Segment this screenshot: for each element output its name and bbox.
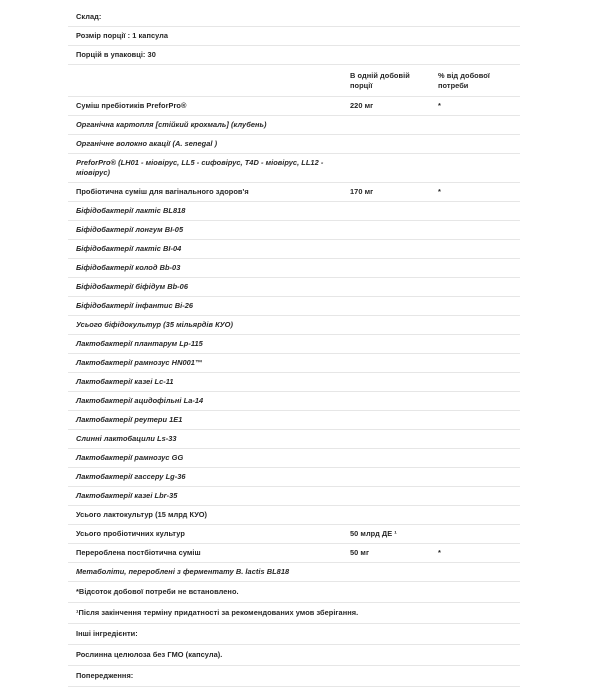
ingredient-daily-value	[432, 135, 520, 154]
ingredient-daily-value	[432, 221, 520, 240]
ingredient-name: Лактобактерії рамнозус HN001™	[76, 358, 203, 367]
table-row-footnote	[68, 582, 520, 603]
other-ingredients-label: Інші інгредієнти:	[76, 629, 138, 638]
ingredient-amount	[344, 373, 432, 392]
table-row	[68, 563, 520, 582]
table-row	[68, 335, 520, 354]
ingredient-daily-value	[432, 392, 520, 411]
table-row	[68, 183, 520, 202]
table-row	[68, 430, 520, 449]
ingredient-amount	[344, 449, 432, 468]
ingredient-name: Біфідобактерії лактіс BI-04	[76, 244, 182, 253]
ingredient-name: Лактобактерії гассеру Lg-36	[76, 472, 186, 481]
table-row	[68, 97, 520, 116]
ingredient-name: Органічне волокно акації (A. senegal )	[76, 139, 218, 148]
ingredient-amount	[344, 221, 432, 240]
ingredient-daily-value	[432, 240, 520, 259]
ingredient-name: Лактобактерії ацидофільні La-14	[76, 396, 204, 405]
ingredient-amount	[344, 335, 432, 354]
table-row	[68, 202, 520, 221]
ingredient-amount	[344, 506, 432, 525]
table-row	[68, 373, 520, 392]
ingredient-name: Лактобактерії плантарум Lp-115	[76, 339, 203, 348]
ingredient-name: Біфідобактерії лактіс BL818	[76, 206, 186, 215]
table-row	[68, 449, 520, 468]
ingredient-amount	[344, 116, 432, 135]
ingredient-amount: 50 мг	[350, 548, 370, 557]
ingredient-daily-value	[432, 354, 520, 373]
ingredient-daily-value: *	[438, 101, 441, 110]
ingredient-daily-value	[432, 525, 520, 544]
ingredient-name: PreforPro® (LH01 - міовірус, LL5 - сифовірус, T4D - міовірус, LL12 - міовірус)	[76, 158, 324, 177]
column-header-name	[68, 65, 344, 97]
ingredient-amount	[344, 411, 432, 430]
table-row	[68, 354, 520, 373]
facts-table-body	[68, 8, 520, 687]
ingredient-daily-value	[432, 468, 520, 487]
ingredient-amount	[344, 240, 432, 259]
ingredient-name: Усього біфідокультур (35 мільярдів КУО)	[76, 320, 233, 329]
ingredient-amount: 220 мг	[350, 101, 374, 110]
table-row-intro	[68, 46, 520, 65]
table-row-warning-label	[68, 666, 520, 687]
table-row	[68, 221, 520, 240]
ingredient-name: Лактобактерії реутери 1Е1	[76, 415, 183, 424]
table-header-row	[68, 65, 520, 97]
ingredient-daily-value	[432, 202, 520, 221]
table-row	[68, 468, 520, 487]
footnote-potency: ¹Після закінчення терміну придатності за рекомендованих умов зберігання.	[76, 608, 359, 617]
ingredient-name: Лактобактерії казеі Lbr-35	[76, 491, 178, 500]
ingredient-daily-value	[432, 506, 520, 525]
column-header-daily-value: % від добової потреби	[438, 71, 490, 90]
ingredient-daily-value	[432, 563, 520, 582]
other-ingredients-value: Рослинна целюлоза без ГМО (капсула).	[76, 650, 223, 659]
ingredient-name: Біфідобактерії лонгум BI-05	[76, 225, 184, 234]
ingredient-name: Усього пробіотичних культур	[76, 529, 185, 538]
ingredient-amount: 50 млрд ДЕ ¹	[350, 529, 397, 538]
ingredient-name: Органічна картопля [стійкий крохмаль] (клубень)	[76, 120, 267, 129]
ingredient-amount	[344, 468, 432, 487]
ingredient-amount	[344, 354, 432, 373]
table-row	[68, 525, 520, 544]
ingredient-name: Лактобактерії рамнозус GG	[76, 453, 184, 462]
table-row	[68, 154, 520, 183]
ingredient-name: Лактобактерії казеі Lc-11	[76, 377, 174, 386]
ingredient-name: Перероблена постбіотична суміш	[76, 548, 201, 557]
ingredient-amount	[344, 202, 432, 221]
table-row	[68, 278, 520, 297]
ingredient-amount	[344, 430, 432, 449]
table-row-intro	[68, 8, 520, 27]
ingredient-amount	[344, 259, 432, 278]
table-row-other-ingredients-value	[68, 645, 520, 666]
ingredient-name: Біфідобактерії біфідум Bb-06	[76, 282, 189, 291]
ingredient-daily-value	[432, 316, 520, 335]
ingredient-amount	[344, 316, 432, 335]
ingredient-amount	[344, 297, 432, 316]
ingredient-amount	[344, 135, 432, 154]
table-row	[68, 135, 520, 154]
table-row	[68, 259, 520, 278]
table-row-other-ingredients-label	[68, 624, 520, 645]
column-header-amount-per-serving: В одній добовій порції	[350, 71, 410, 90]
ingredient-name: Метаболіти, перероблені з ферментату B. lactis BL818	[76, 567, 290, 576]
ingredient-name: Усього лактокультур (15 млрд КУО)	[76, 510, 208, 519]
table-row	[68, 487, 520, 506]
table-row	[68, 316, 520, 335]
ingredient-amount: 170 мг	[350, 187, 374, 196]
ingredient-amount	[344, 487, 432, 506]
ingredient-amount	[344, 278, 432, 297]
table-row	[68, 297, 520, 316]
table-row	[68, 392, 520, 411]
ingredient-daily-value	[432, 154, 520, 183]
ingredient-daily-value	[432, 430, 520, 449]
ingredient-daily-value	[432, 487, 520, 506]
footnote-daily-value: *Відсоток добової потреби не встановлено.	[76, 587, 239, 596]
ingredient-daily-value	[432, 411, 520, 430]
table-row	[68, 240, 520, 259]
row-label-servings-per-container: Порцій в упаковці: 30	[76, 50, 156, 59]
ingredient-name: Пробіотична суміш для вагінального здоров'я	[76, 187, 249, 196]
ingredient-amount	[344, 563, 432, 582]
ingredient-name: Біфідобактерії інфантис Bi-26	[76, 301, 194, 310]
ingredient-daily-value	[432, 335, 520, 354]
ingredient-daily-value	[432, 297, 520, 316]
ingredient-daily-value	[432, 278, 520, 297]
ingredient-daily-value: *	[438, 548, 441, 557]
table-row	[68, 506, 520, 525]
ingredient-name: Біфідобактерії колод Bb-03	[76, 263, 181, 272]
warning-label: Попередження:	[76, 671, 134, 680]
table-row-footnote	[68, 603, 520, 624]
ingredient-daily-value	[432, 259, 520, 278]
ingredient-amount	[344, 154, 432, 183]
table-row	[68, 544, 520, 563]
row-label-sklad: Склад:	[76, 12, 102, 21]
ingredient-amount	[344, 392, 432, 411]
ingredient-name: Слинні лактобацили Ls-33	[76, 434, 177, 443]
ingredient-daily-value: *	[438, 187, 441, 196]
table-row	[68, 116, 520, 135]
row-label-serving-size: Розмір порції : 1 капсула	[76, 31, 169, 40]
ingredient-daily-value	[432, 373, 520, 392]
ingredient-name: Суміш пребіотиків PreforPro®	[76, 101, 187, 110]
table-row	[68, 411, 520, 430]
supplement-facts-table	[68, 8, 520, 687]
ingredient-daily-value	[432, 116, 520, 135]
ingredient-daily-value	[432, 449, 520, 468]
table-row-intro	[68, 27, 520, 46]
